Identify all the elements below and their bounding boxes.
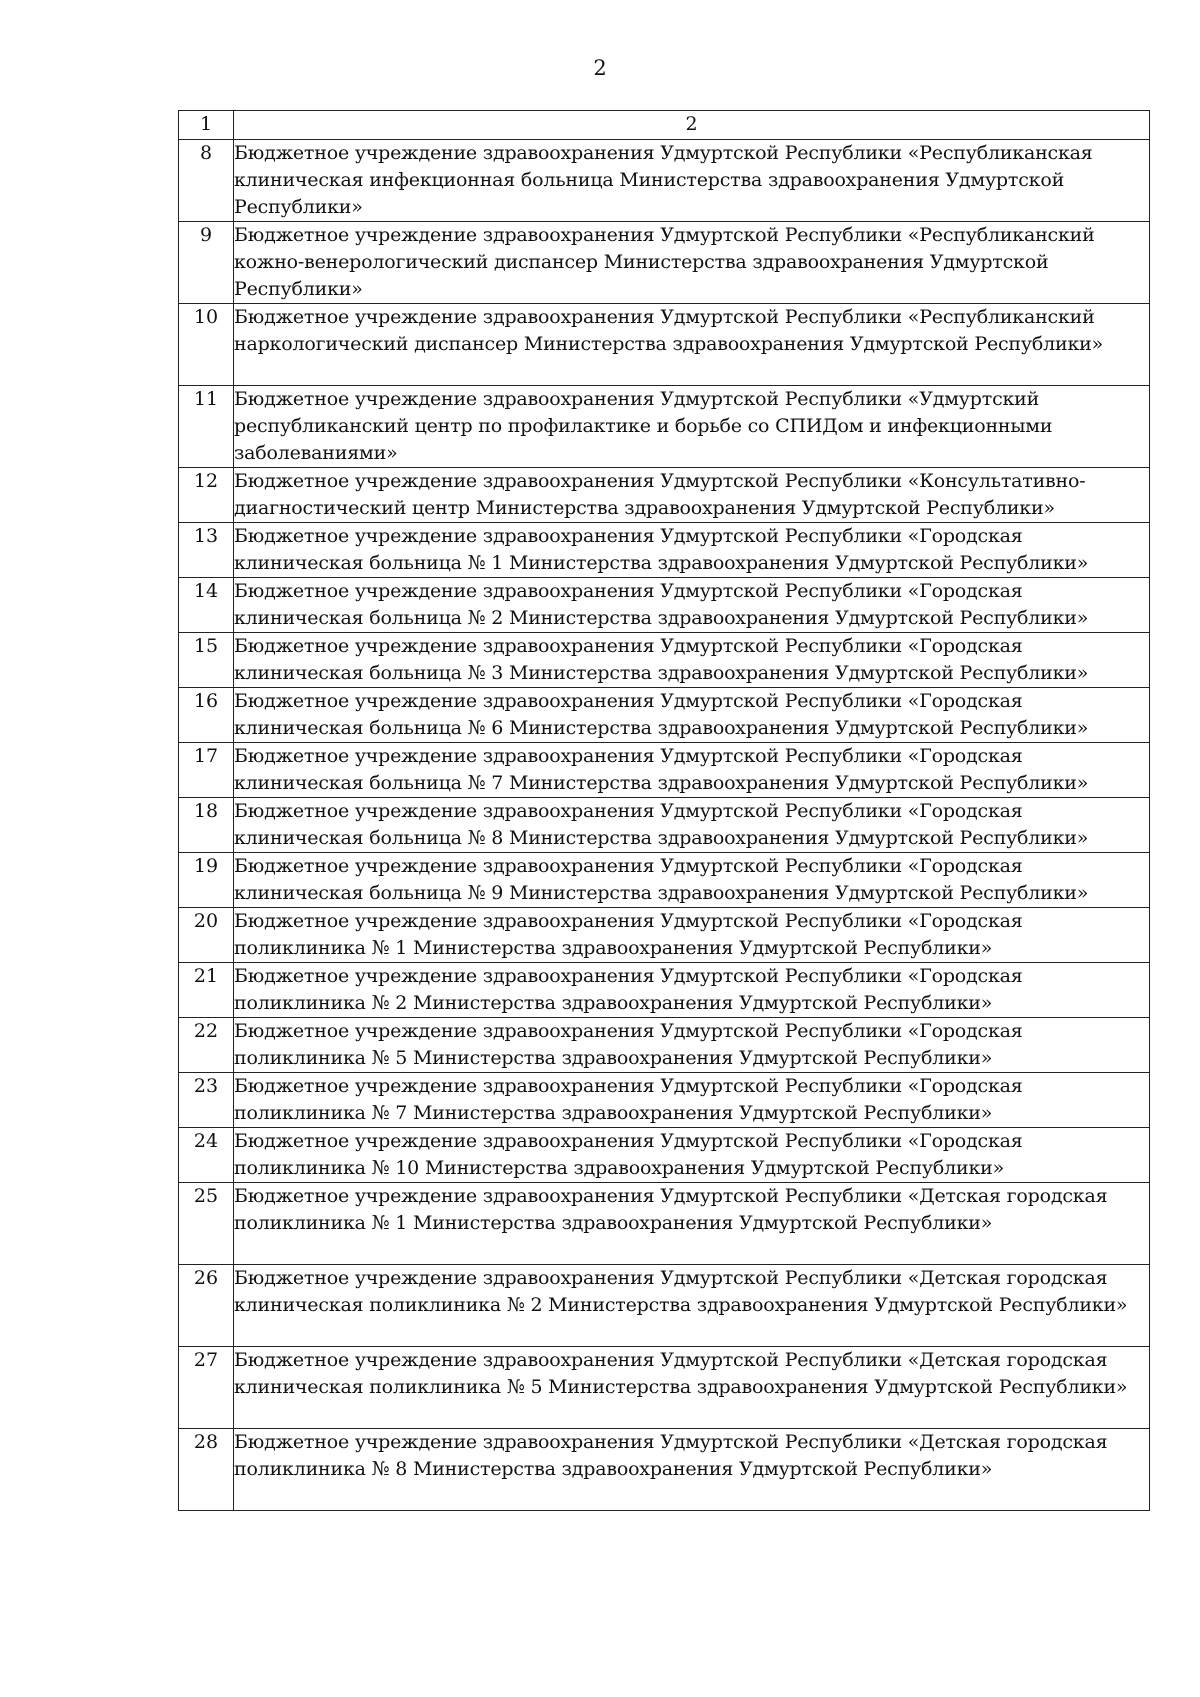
table-row xyxy=(179,468,1150,523)
table-row xyxy=(179,1018,1150,1073)
table-row xyxy=(179,578,1150,633)
table-row xyxy=(179,853,1150,908)
row-number: 8 xyxy=(179,140,234,222)
row-number: 21 xyxy=(179,963,234,1018)
row-number: 20 xyxy=(179,908,234,963)
table-row xyxy=(179,1183,1150,1265)
table-row xyxy=(179,386,1150,468)
row-number: 23 xyxy=(179,1073,234,1128)
row-number: 25 xyxy=(179,1183,234,1265)
institution-name: Бюджетное учреждение здравоохранения Удмуртской Республики «Детская городская поликлиника № 1 Министерства здравоохранения Удмуртской Республики» xyxy=(234,1183,1150,1265)
page-number: 2 xyxy=(593,56,607,80)
row-number: 19 xyxy=(179,853,234,908)
row-number: 17 xyxy=(179,743,234,798)
institution-name: Бюджетное учреждение здравоохранения Удмуртской Республики «Республиканский наркологический диспансер Министерства здравоохранения Удмуртской Республики» xyxy=(234,304,1150,386)
row-number: 12 xyxy=(179,468,234,523)
row-number: 16 xyxy=(179,688,234,743)
institution-name: Бюджетное учреждение здравоохранения Удмуртской Республики «Городская поликлиника № 1 Министерства здравоохранения Удмуртской Республики» xyxy=(234,908,1150,963)
row-number: 18 xyxy=(179,798,234,853)
institution-name: Бюджетное учреждение здравоохранения Удмуртской Республики «Городская поликлиника № 5 Министерства здравоохранения Удмуртской Республики» xyxy=(234,1018,1150,1073)
institution-name: Бюджетное учреждение здравоохранения Удмуртской Республики «Городская клиническая больница № 3 Министерства здравоохранения Удмуртской Республики» xyxy=(234,633,1150,688)
row-number: 9 xyxy=(179,222,234,304)
table-row xyxy=(179,633,1150,688)
row-number: 15 xyxy=(179,633,234,688)
row-number: 26 xyxy=(179,1265,234,1347)
institution-name: Бюджетное учреждение здравоохранения Удмуртской Республики «Городская поликлиника № 2 Министерства здравоохранения Удмуртской Республики» xyxy=(234,963,1150,1018)
table-row xyxy=(179,908,1150,963)
row-number: 11 xyxy=(179,386,234,468)
row-number: 27 xyxy=(179,1347,234,1429)
row-number: 22 xyxy=(179,1018,234,1073)
institution-name: Бюджетное учреждение здравоохранения Удмуртской Республики «Удмуртский республиканский центр по профилактике и борьбе со СПИДом и инфекционными заболеваниями» xyxy=(234,386,1150,468)
table-row xyxy=(179,743,1150,798)
row-number: 28 xyxy=(179,1429,234,1511)
table-row xyxy=(179,798,1150,853)
institution-name: Бюджетное учреждение здравоохранения Удмуртской Республики «Городская клиническая больница № 2 Министерства здравоохранения Удмуртской Республики» xyxy=(234,578,1150,633)
table-row xyxy=(179,304,1150,386)
header-col-1: 1 xyxy=(179,111,234,140)
table-row xyxy=(179,1073,1150,1128)
row-number: 24 xyxy=(179,1128,234,1183)
table-row xyxy=(179,1429,1150,1511)
table-row xyxy=(179,1347,1150,1429)
institution-name: Бюджетное учреждение здравоохранения Удмуртской Республики «Детская городская клиническая поликлиника № 2 Министерства здравоохранения Удмуртской Республики» xyxy=(234,1265,1150,1347)
institution-name: Бюджетное учреждение здравоохранения Удмуртской Республики «Городская поликлиника № 10 Министерства здравоохранения Удмуртской Республики» xyxy=(234,1128,1150,1183)
table-row xyxy=(179,1128,1150,1183)
institution-name: Бюджетное учреждение здравоохранения Удмуртской Республики «Городская клиническая больница № 6 Министерства здравоохранения Удмуртской Республики» xyxy=(234,688,1150,743)
table-row xyxy=(179,963,1150,1018)
table-row xyxy=(179,222,1150,304)
institution-name: Бюджетное учреждение здравоохранения Удмуртской Республики «Детская городская клиническая поликлиника № 5 Министерства здравоохранения Удмуртской Республики» xyxy=(234,1347,1150,1429)
table-header-row xyxy=(179,111,1150,140)
institution-name: Бюджетное учреждение здравоохранения Удмуртской Республики «Городская клиническая больница № 7 Министерства здравоохранения Удмуртской Республики» xyxy=(234,743,1150,798)
header-col-2: 2 xyxy=(234,111,1150,140)
institution-name: Бюджетное учреждение здравоохранения Удмуртской Республики «Республиканская клиническая инфекционная больница Министерства здравоохранения Удмуртской Республики» xyxy=(234,140,1150,222)
institution-name: Бюджетное учреждение здравоохранения Удмуртской Республики «Городская клиническая больница № 8 Министерства здравоохранения Удмуртской Республики» xyxy=(234,798,1150,853)
institution-name: Бюджетное учреждение здравоохранения Удмуртской Республики «Детская городская поликлиника № 8 Министерства здравоохранения Удмуртской Республики» xyxy=(234,1429,1150,1511)
row-number: 14 xyxy=(179,578,234,633)
institution-name: Бюджетное учреждение здравоохранения Удмуртской Республики «Консультативно-диагностический центр Министерства здравоохранения Удмуртской Республики» xyxy=(234,468,1150,523)
table-row xyxy=(179,1265,1150,1347)
table-row xyxy=(179,523,1150,578)
institutions-table xyxy=(178,110,1150,1511)
row-number: 10 xyxy=(179,304,234,386)
table-row xyxy=(179,140,1150,222)
institution-name: Бюджетное учреждение здравоохранения Удмуртской Республики «Городская поликлиника № 7 Министерства здравоохранения Удмуртской Республики» xyxy=(234,1073,1150,1128)
institution-name: Бюджетное учреждение здравоохранения Удмуртской Республики «Городская клиническая больница № 1 Министерства здравоохранения Удмуртской Республики» xyxy=(234,523,1150,578)
row-number: 13 xyxy=(179,523,234,578)
institution-name: Бюджетное учреждение здравоохранения Удмуртской Республики «Республиканский кожно-венерологический диспансер Министерства здравоохранения Удмуртской Республики» xyxy=(234,222,1150,304)
institution-name: Бюджетное учреждение здравоохранения Удмуртской Республики «Городская клиническая больница № 9 Министерства здравоохранения Удмуртской Республики» xyxy=(234,853,1150,908)
table-row xyxy=(179,688,1150,743)
